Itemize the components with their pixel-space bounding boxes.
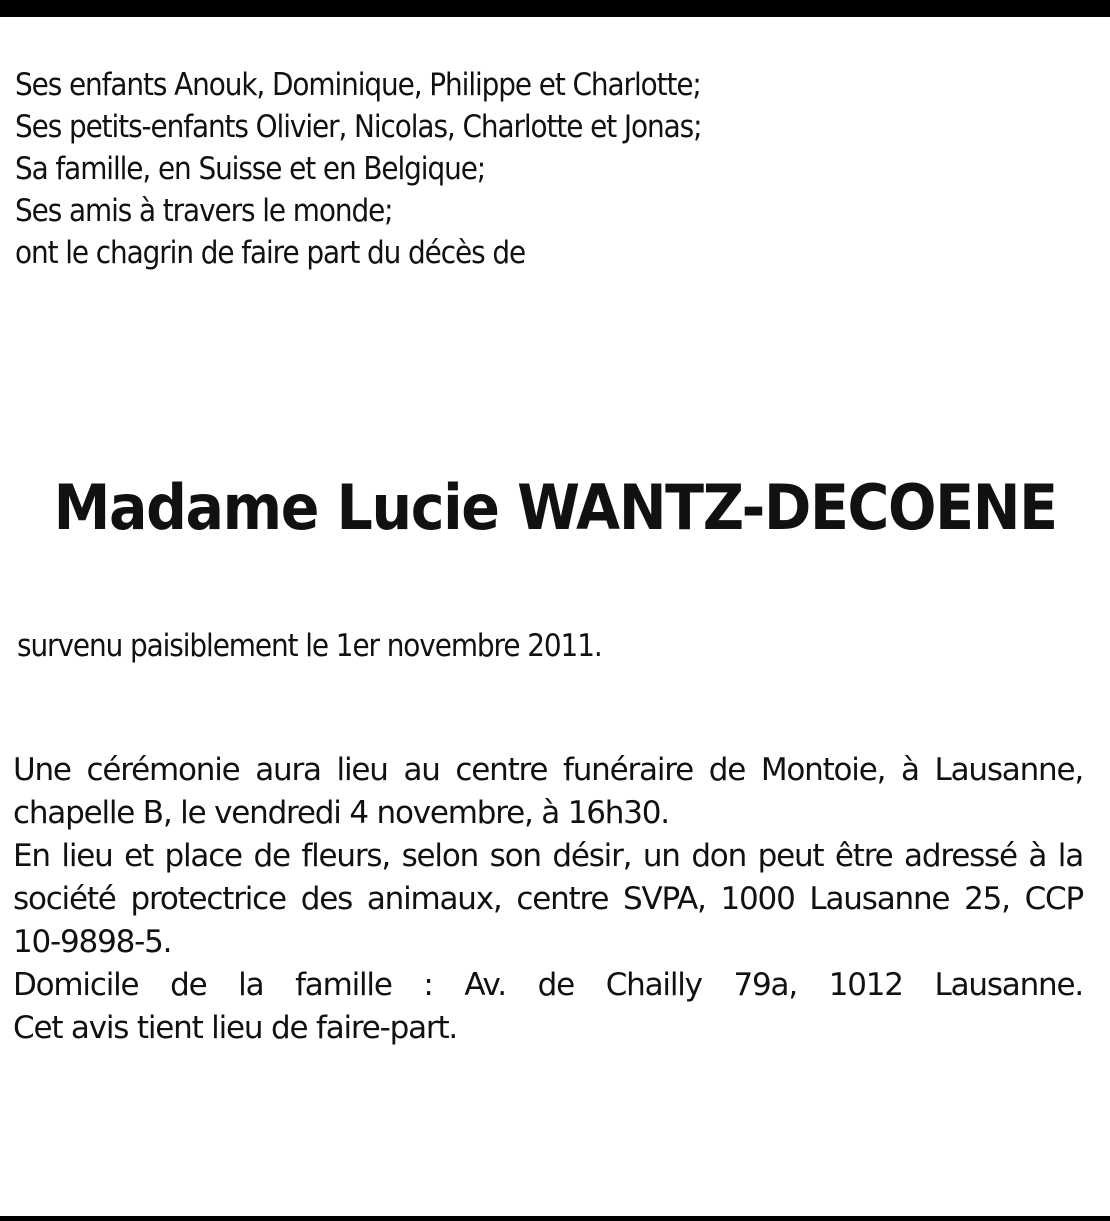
ceremony-details — [13, 749, 1083, 1050]
deceased-name-text: Madame Lucie WANTZ-DECOENE — [53, 471, 1057, 544]
family-line: Sa famille, en Suisse et en Belgique; — [15, 151, 486, 187]
ceremony-paragraph: Une cérémonie aura lieu au centre funéraire de Montoie, à Lausanne, chapelle B, le vendredi 4 novembre, à 16h30. — [13, 752, 1083, 831]
announcement-line: ont le chagrin de faire part du décès de — [15, 235, 526, 271]
bottom-border-rule — [0, 1216, 1110, 1221]
domicile-paragraph: Domicile de la famille : Av. de Chailly 79a, 1012 Lausanne. — [13, 967, 1083, 1003]
friends-line: Ses amis à travers le monde; — [15, 193, 393, 229]
children-line: Ses enfants Anouk, Dominique, Philippe et Charlotte; — [15, 67, 701, 103]
grandchildren-line: Ses petits-enfants Olivier, Nicolas, Charlotte et Jonas; — [15, 109, 702, 145]
deceased-name — [0, 472, 1110, 544]
donation-paragraph: En lieu et place de fleurs, selon son désir, un don peut être adressé à la société protectrice des animaux, centre SVPA, 1000 Lausanne 25, CCP 10-9898-5. — [13, 838, 1083, 960]
passing-date-line: survenu paisiblement le 1er novembre 2011. — [17, 628, 602, 664]
top-border-rule — [0, 0, 1110, 17]
notice-paragraph: Cet avis tient lieu de faire-part. — [13, 1010, 458, 1046]
family-announcement — [15, 64, 987, 274]
